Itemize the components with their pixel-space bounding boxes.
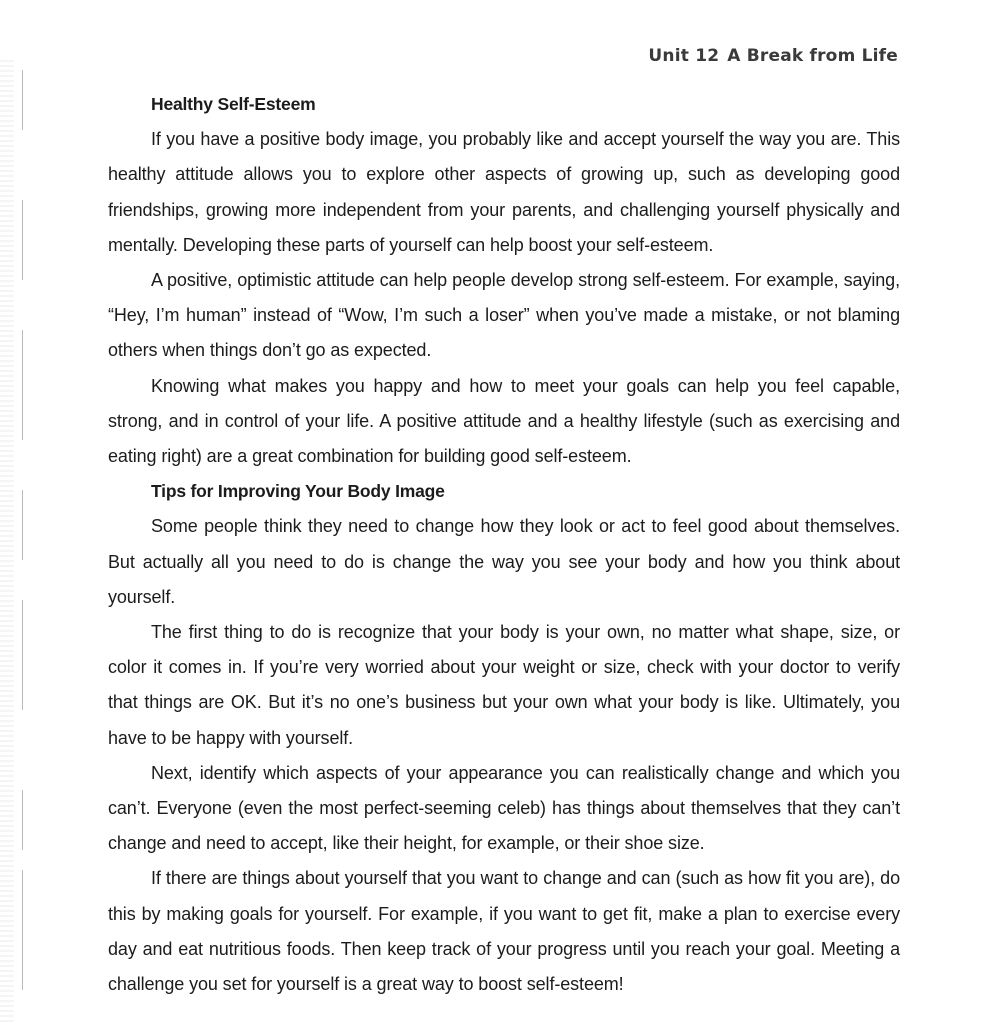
binding-line [22, 330, 23, 440]
running-header [648, 46, 898, 66]
page-body [108, 87, 900, 1002]
section-tips-body-image [108, 474, 900, 1002]
binding-line [22, 790, 23, 850]
unit-title: A Break from Life [727, 46, 898, 66]
unit-number: Unit 12 [648, 46, 720, 66]
paragraph: A positive, optimistic attitude can help people develop strong self-esteem. For example, saying, “Hey, I’m human” instead of “Wow, I’m such a loser” when you’ve made a mistake, or not blaming others when things don’t go as expected. [108, 270, 900, 361]
scan-edge-shadow [0, 60, 14, 1024]
paragraph: Knowing what makes you happy and how to meet your goals can help you feel capable, strong, and in control of your life. A positive attitude and a healthy lifestyle (such as exercising and eating right) are a great combination for building good self-esteem. [108, 375, 900, 467]
section-heading: Tips for Improving Your Body Image [151, 481, 445, 502]
binding-line [22, 870, 23, 990]
binding-line [22, 600, 23, 710]
section-healthy-self-esteem [108, 87, 900, 474]
binding-line [22, 490, 23, 560]
paragraph: Next, identify which aspects of your appearance you can realistically change and which you can’t. Everyone (even the most perfect-seeming celeb) has things about themselves that they can’t change and need to accept, like their height, for example, or their shoe size. [108, 762, 900, 854]
section-heading: Healthy Self-Esteem [151, 94, 316, 114]
paragraph: If you have a positive body image, you probably like and accept yourself the way you are. This healthy attitude allows you to explore other aspects of growing up, such as developing good friendships, growing more independent from your parents, and challenging yourself physically and mentally. Developing these parts of yourself can help boost your self-esteem. [108, 129, 900, 255]
paragraph: If there are things about yourself that you want to change and can (such as how fit you are), do this by making goals for yourself. For example, if you want to get fit, make a plan to exercise every day and eat nutritious foods. Then keep track of your progress until you reach your goal. Meeting a challenge you set for yourself is a great way to boost self-esteem! [108, 868, 900, 995]
binding-line [22, 200, 23, 280]
paragraph: Some people think they need to change how they look or act to feel good about themselves. But actually all you need to do is change the way you see your body and how you think about yourself. [108, 516, 900, 607]
binding-line [22, 70, 23, 130]
paragraph: The first thing to do is recognize that your body is your own, no matter what shape, size, or color it comes in. If you’re very worried about your weight or size, check with your doctor to verify that things are OK. But it’s no one’s business but your own what your body is like. Ultimately, you have to be happy with yourself. [108, 622, 900, 748]
